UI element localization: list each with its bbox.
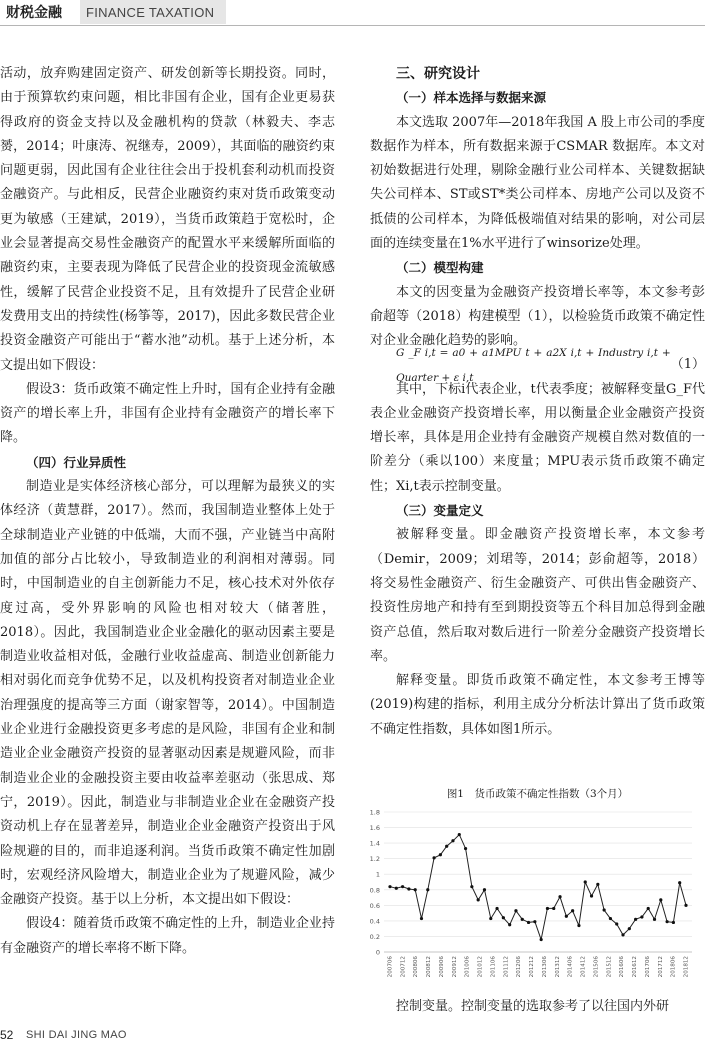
y-tick-label: 0.2 [369,932,380,941]
data-point [451,839,454,842]
y-tick-label: 1.6 [369,824,380,833]
journal-section-en: FINANCE TAXATION [80,0,226,24]
data-point [603,908,606,911]
x-tick-label: 200812 [426,956,433,978]
data-point [514,909,517,912]
x-tick-label: 201212 [529,956,536,978]
data-point [615,922,618,925]
data-point [521,918,524,921]
data-point [584,880,587,883]
data-point [653,918,656,921]
subheading-model: （二）模型构建 [396,260,484,276]
y-tick-label: 1 [375,870,380,879]
data-point [540,938,543,941]
journal-section-cn: 财税金融 [0,0,86,24]
paragraph-continued: 控制变量。控制变量的选取参考了以往国内外研 [396,999,670,1014]
formula-number: （1） [670,357,705,373]
section-heading: 三、研究设计 [396,66,480,82]
x-tick-label: 201606 [619,956,626,978]
formula-expression: G _F i,t = a0 + a1MPU t + a2X i,t + Industry i,t + Quarter + ε i,t [396,347,671,384]
x-tick-label: 201106 [490,956,497,978]
data-point [621,933,624,936]
journal-name: SHI DAI JING MAO [26,1029,127,1041]
y-tick-label: 1.2 [369,855,380,864]
data-point [439,853,442,856]
x-tick-label: 200912 [451,956,458,978]
x-tick-label: 200706 [387,956,394,978]
data-point [640,915,643,918]
subheading-sample: （一）样本选择与数据来源 [396,90,547,106]
right-column [370,62,705,742]
data-point [502,916,505,919]
data-point [477,898,480,901]
header-divider [0,25,705,26]
paragraph: 被解释变量。即金融资产投资增长率，本文参考（Demir，2009；刘珺等，2014；彭俞超等，2018）将交易性金融资产、衍生金融资产、可供出售金融资产、投资性房地产和持有至到期投资等五个科目加总得到金融资产总值，然后取对数后进行一阶差分金融资产投资增长率。 [370,527,705,664]
paragraph: 本文选取 2007年—2018年我国 A 股上市公司的季度数据作为样本，所有数据来源于CSMAR 数据库。本文对初始数据进行处理，剔除金融行业公司样本、关键数据缺失公司样本、ST或ST*类公司样本、房地产公司以及资不抵债的公司样本，为降低极端值对结果的影响，对公司层面的连续变量在1%水平进行了winsorize处理。 [370,114,705,252]
x-tick-label: 201406 [567,956,574,978]
data-point [407,887,410,890]
data-point [634,918,637,921]
formula [370,347,705,384]
paragraph: 解释变量。即货币政策不确定性，本文参考王博等(2019)构建的指标，利用主成分分析法计算出了货币政策不确定性指数，具体如图1所示。 [370,673,705,737]
paragraph: 活动，放弃购建固定资产、研发创新等长期投资。同时，由于预算软约束问题，相比非国有企业，国有企业更易获得政府的资金支持以及金融机构的贷款（林毅夫、李志赟，2014；叶康涛、祝继寿，2009），其面临的融资约束问题更弱，因此国有企业往往会出于投机套利动机而投资金融资产。与此相反，民营企业融资约束对货币政策变动更为敏感（王建斌，2019），当货币政策趋于宽松时，企业会显著提高交易性金融资产的配置水平来缓解所面临的融资约束，主要表现为降低了民营企业的投资现金流敏感性，缓解了民营企业投资不足，且有效提升了民营企业研发费用支出的持续性(杨筝等，2017)，因此多数民营企业投资金融资产可能出于“蓄水池”动机。基于上述分析，本文提出如下假设： [0,66,335,373]
left-column [0,62,335,961]
data-point [395,887,398,890]
subheading-vars: （三）变量定义 [396,503,484,519]
data-point [388,885,391,888]
data-point [508,923,511,926]
data-point [647,907,650,910]
y-tick-label: 1.8 [369,808,380,817]
series-line [390,835,686,940]
x-tick-label: 200806 [413,956,420,978]
data-point [420,917,423,920]
data-point [577,924,580,927]
data-point [546,907,549,910]
data-point [565,915,568,918]
y-tick-label: 1.4 [369,839,380,848]
figure-title: 图1 货币政策不确定性指数（3个月） [446,788,629,800]
y-tick-label: 0.8 [369,886,380,895]
x-tick-label: 201712 [657,956,664,978]
y-tick-label: 0.6 [369,901,380,910]
paragraph: 制造业是实体经济核心部分，可以理解为最狭义的实体经济（黄慧群，2017）。然而，我国制造业整体上处于全球制造业产业链的中低端，大而不强，产业链当中高附加值的部分占比较小，导致制造业的利润相对薄弱。同时，中国制造业的自主创新能力不足，核心技术对外依存度过高，受外界影响的风险也相对较大（储著胜，2018）。因此，我国制造业企业金融化的驱动因素主要是制造业收益相对低，金融行业收益虚高、制造业创新能力相对弱化而竞争优势不足，以及机构投资者对制造业企业治理强度的提高等三方面（谢家智等，2014）。中国制造业企业进行金融投资更多考虑的是风险，非国有企业和制造业企业金融资产投资的显著驱动因素是规避风险，而非制造业企业的金融投资主要由收益率差驱动（张思成、郑宁，2019）。因此，制造业与非制造业企业在金融资产投资动机上存在显著差异，制造业企业金融资产投资出于风险规避的目的，而非追逐利润。当货币政策不确定性加剧时，宏观经济风险增大，制造业企业为了规避风险，减少金融资产投资。基于以上分析，本文提出如下假设： [0,479,335,908]
x-tick-label: 201506 [593,956,600,978]
page-footer [0,1025,705,1043]
data-point [458,833,461,836]
data-point [628,927,631,930]
data-point [533,920,536,923]
data-point [590,894,593,897]
data-point [596,883,599,886]
data-point [672,921,675,924]
y-tick-label: 0 [375,948,380,957]
x-tick-label: 201012 [477,956,484,978]
x-tick-label: 200712 [400,956,407,978]
x-tick-label: 201006 [464,956,471,978]
paragraph: 本文的因变量为金融资产投资增长率等，本文参考彭俞超等（2018）构建模型（1），以检验货币政策不确定性对企业金融化趋势的影响。 [370,284,705,349]
paragraph: 其中，下标i代表企业，t代表季度；被解释变量G_F代表企业金融资产投资增长率，用以衡量企业金融资产投资增长率，具体是用企业持有金融资产规模自然对数值的一阶差分（乘以100）来度量；MPU表示货币政策不确定性；Xi,t表示控制变量。 [370,381,705,494]
hypothesis-3: 假设3：货币政策不确定性上升时，国有企业持有金融资产的增长率上升，非国有企业持有金融资产的增长率下降。 [0,381,335,446]
x-tick-label: 201312 [554,956,561,978]
x-tick-label: 201206 [516,956,523,978]
data-point [552,907,555,910]
data-point [527,921,530,924]
data-point [666,920,669,923]
data-point [432,856,435,859]
y-tick-label: 0.4 [369,917,380,926]
mpu-line-chart [360,800,700,990]
data-point [609,917,612,920]
page-header [0,0,705,26]
x-tick-label: 201812 [683,956,690,978]
data-point [464,847,467,850]
x-tick-label: 201612 [632,956,639,978]
data-point [678,881,681,884]
data-point [684,904,687,907]
data-point [495,907,498,910]
data-point [571,909,574,912]
x-tick-label: 201512 [606,956,613,978]
data-point [401,885,404,888]
data-point [489,917,492,920]
data-point [414,888,417,891]
data-point [445,845,448,848]
subheading-industry: （四）行业异质性 [26,454,127,470]
data-point [470,885,473,888]
data-point [659,898,662,901]
x-tick-label: 200906 [438,956,445,978]
x-tick-label: 201412 [580,956,587,978]
x-tick-label: 201806 [670,956,677,978]
data-point [558,895,561,898]
data-point [426,888,429,891]
x-tick-label: 201112 [503,956,510,978]
hypothesis-4: 假设4：随着货币政策不确定性的上升，制造业企业持有金融资产的增长率将不断下降。 [0,916,335,956]
x-tick-label: 201306 [541,956,548,978]
page-number: 52 [0,1028,14,1042]
x-tick-label: 201706 [644,956,651,978]
data-point [483,888,486,891]
